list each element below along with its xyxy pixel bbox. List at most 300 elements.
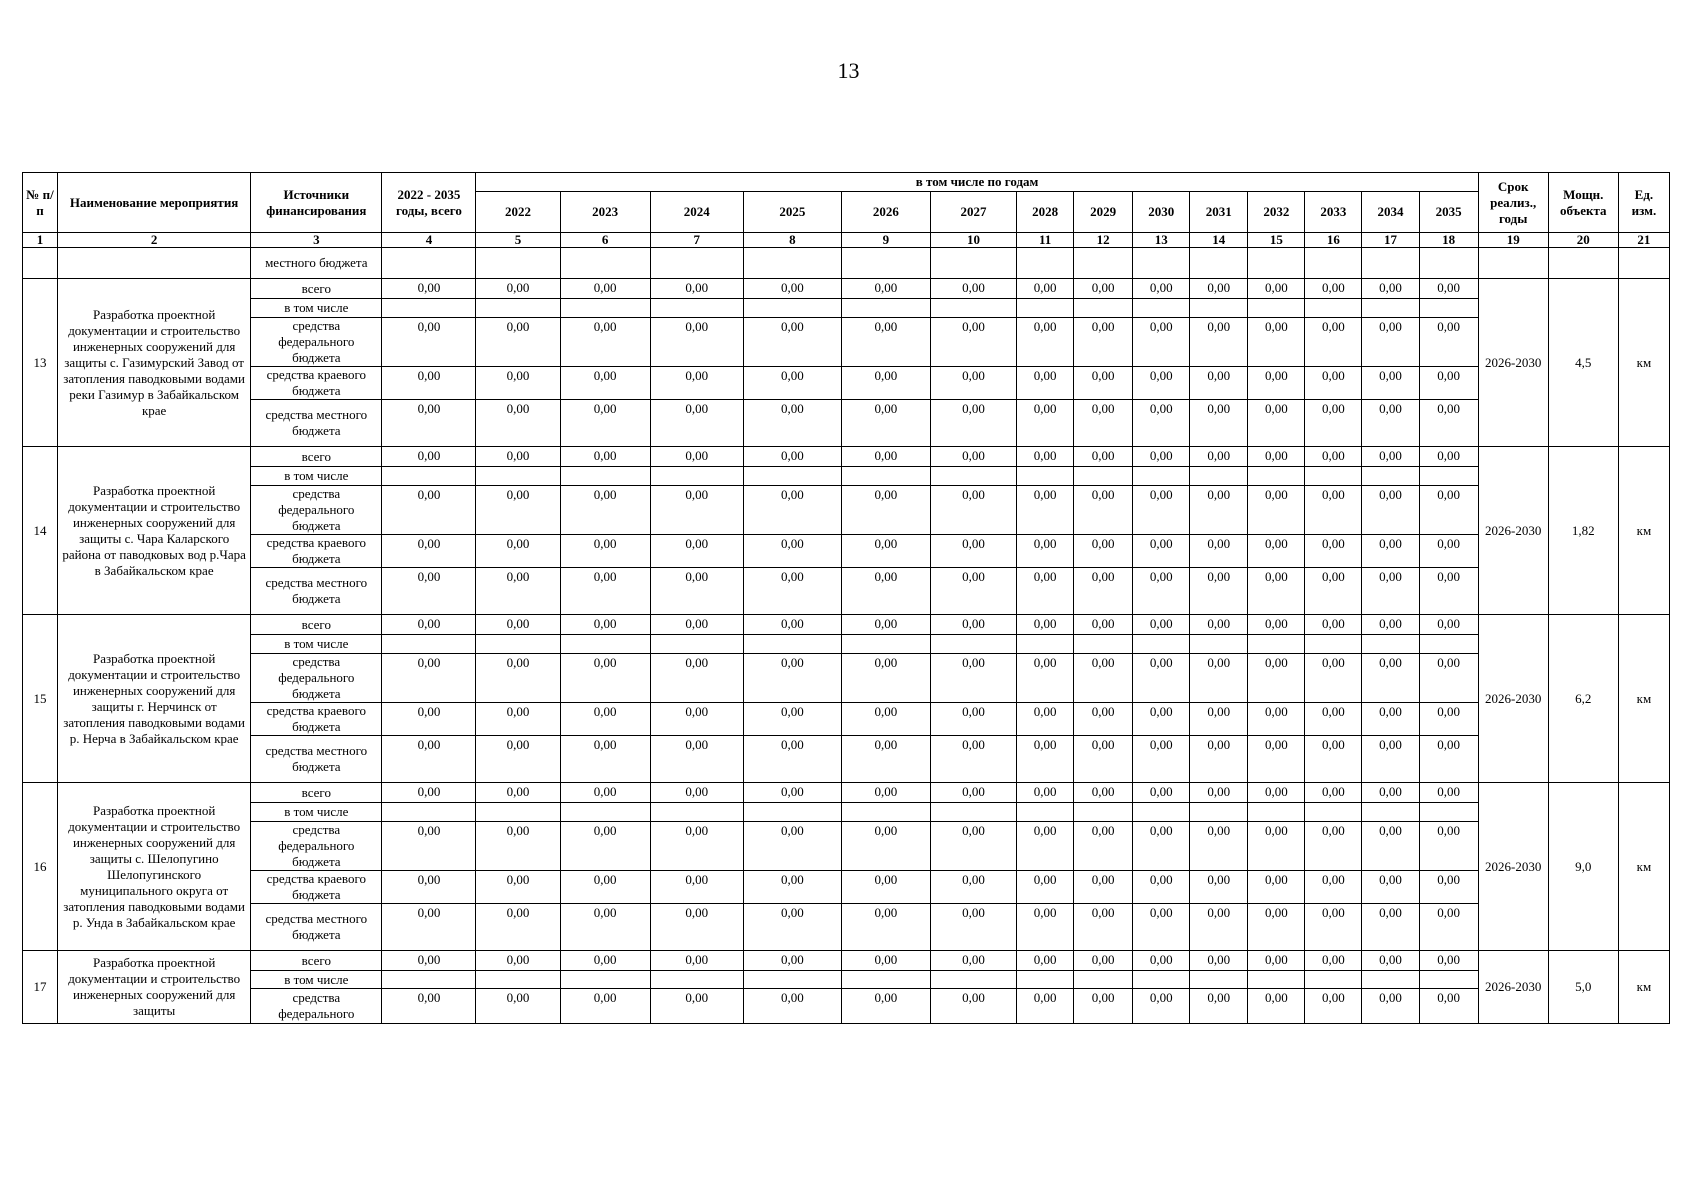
amount-cell: 0,00 xyxy=(650,279,743,299)
amount-cell: 0,00 xyxy=(560,989,650,1024)
item-term: 2026-2030 xyxy=(1478,783,1548,951)
amount-cell xyxy=(1248,299,1305,318)
carry-over-value xyxy=(1133,248,1190,279)
funding-source: средства федерального xyxy=(251,989,382,1024)
amount-cell: 0,00 xyxy=(476,783,560,803)
amount-cell: 0,00 xyxy=(1248,279,1305,299)
amount-cell xyxy=(1190,635,1248,654)
carry-over-value xyxy=(1017,248,1074,279)
amount-cell: 0,00 xyxy=(841,367,930,400)
amount-cell: 0,00 xyxy=(382,535,476,568)
amount-cell xyxy=(841,467,930,486)
amount-cell: 0,00 xyxy=(841,568,930,615)
carry-over-value xyxy=(382,248,476,279)
amount-cell: 0,00 xyxy=(841,279,930,299)
amount-cell: 0,00 xyxy=(841,486,930,535)
amount-cell: 0,00 xyxy=(1133,654,1190,703)
amount-cell: 0,00 xyxy=(1362,822,1419,871)
amount-cell: 0,00 xyxy=(1017,951,1074,971)
amount-cell: 0,00 xyxy=(1305,871,1362,904)
amount-cell: 0,00 xyxy=(1133,904,1190,951)
amount-cell: 0,00 xyxy=(1074,279,1133,299)
amount-cell xyxy=(841,803,930,822)
amount-cell: 0,00 xyxy=(382,951,476,971)
amount-cell: 0,00 xyxy=(1017,367,1074,400)
amount-cell: 0,00 xyxy=(1190,318,1248,367)
header-col-total: 2022 - 2035 годы, всего xyxy=(382,173,476,233)
amount-cell xyxy=(650,803,743,822)
header-year: 2029 xyxy=(1074,192,1133,233)
amount-cell: 0,00 xyxy=(1362,447,1419,467)
amount-cell xyxy=(476,803,560,822)
amount-cell: 0,00 xyxy=(476,318,560,367)
amount-cell: 0,00 xyxy=(382,615,476,635)
amount-cell: 0,00 xyxy=(1362,703,1419,736)
amount-cell: 0,00 xyxy=(1017,654,1074,703)
amount-cell: 0,00 xyxy=(1190,989,1248,1024)
amount-cell xyxy=(1248,971,1305,989)
amount-cell: 0,00 xyxy=(930,615,1016,635)
amount-cell: 0,00 xyxy=(1305,615,1362,635)
amount-cell xyxy=(743,635,841,654)
amount-cell: 0,00 xyxy=(1248,822,1305,871)
amount-cell xyxy=(1133,299,1190,318)
funding-source: всего xyxy=(251,447,382,467)
amount-cell: 0,00 xyxy=(1362,400,1419,447)
amount-cell xyxy=(382,803,476,822)
carry-over-value xyxy=(1190,248,1248,279)
amount-cell: 0,00 xyxy=(1074,654,1133,703)
amount-cell: 0,00 xyxy=(560,951,650,971)
table-body xyxy=(23,248,1670,1024)
amount-cell xyxy=(1133,635,1190,654)
amount-cell: 0,00 xyxy=(1017,400,1074,447)
amount-cell: 0,00 xyxy=(930,736,1016,783)
item-unit: км xyxy=(1618,447,1669,615)
amount-cell xyxy=(1305,299,1362,318)
amount-cell: 0,00 xyxy=(1305,318,1362,367)
amount-cell: 0,00 xyxy=(1305,822,1362,871)
amount-cell: 0,00 xyxy=(1133,568,1190,615)
amount-cell: 0,00 xyxy=(476,736,560,783)
item-number: 16 xyxy=(23,783,58,951)
amount-cell: 0,00 xyxy=(476,486,560,535)
amount-cell xyxy=(1017,971,1074,989)
amount-cell xyxy=(650,971,743,989)
amount-cell: 0,00 xyxy=(560,871,650,904)
column-number: 6 xyxy=(560,233,650,248)
item-term: 2026-2030 xyxy=(1478,447,1548,615)
carry-over-row xyxy=(23,248,1670,279)
amount-cell: 0,00 xyxy=(743,822,841,871)
funding-source: средства местного бюджета xyxy=(251,904,382,951)
amount-cell: 0,00 xyxy=(1074,486,1133,535)
amount-cell: 0,00 xyxy=(1305,367,1362,400)
amount-cell: 0,00 xyxy=(743,318,841,367)
amount-cell: 0,00 xyxy=(382,400,476,447)
amount-cell: 0,00 xyxy=(560,783,650,803)
amount-cell: 0,00 xyxy=(1362,318,1419,367)
amount-cell: 0,00 xyxy=(1362,654,1419,703)
amount-cell: 0,00 xyxy=(930,871,1016,904)
amount-cell: 0,00 xyxy=(476,400,560,447)
amount-cell xyxy=(841,635,930,654)
amount-cell xyxy=(560,971,650,989)
funding-source: в том числе xyxy=(251,299,382,318)
amount-cell: 0,00 xyxy=(1362,783,1419,803)
amount-cell: 0,00 xyxy=(1362,615,1419,635)
amount-cell: 0,00 xyxy=(382,783,476,803)
funding-source: средства федерального бюджета xyxy=(251,486,382,535)
amount-cell: 0,00 xyxy=(930,654,1016,703)
amount-cell: 0,00 xyxy=(1133,989,1190,1024)
amount-cell xyxy=(560,803,650,822)
amount-cell: 0,00 xyxy=(841,951,930,971)
amount-cell: 0,00 xyxy=(1133,486,1190,535)
column-number: 11 xyxy=(1017,233,1074,248)
item-name: Разработка проектной документации и строительство инженерных сооружений для защиты xyxy=(58,951,251,1024)
amount-cell: 0,00 xyxy=(743,736,841,783)
amount-cell: 0,00 xyxy=(1190,904,1248,951)
amount-cell: 0,00 xyxy=(930,447,1016,467)
header-year: 2026 xyxy=(841,192,930,233)
amount-cell xyxy=(1074,971,1133,989)
amount-cell xyxy=(1305,803,1362,822)
amount-cell: 0,00 xyxy=(930,400,1016,447)
table-row xyxy=(23,822,1670,871)
table-row xyxy=(23,736,1670,783)
amount-cell xyxy=(1248,803,1305,822)
amount-cell: 0,00 xyxy=(1305,904,1362,951)
amount-cell: 0,00 xyxy=(1133,951,1190,971)
amount-cell xyxy=(1248,467,1305,486)
amount-cell: 0,00 xyxy=(1074,822,1133,871)
column-number: 20 xyxy=(1548,233,1618,248)
carry-over-value xyxy=(1419,248,1478,279)
amount-cell: 0,00 xyxy=(650,736,743,783)
amount-cell: 0,00 xyxy=(1419,989,1478,1024)
amount-cell: 0,00 xyxy=(743,615,841,635)
amount-cell: 0,00 xyxy=(382,871,476,904)
item-capacity: 9,0 xyxy=(1548,783,1618,951)
amount-cell: 0,00 xyxy=(1017,279,1074,299)
amount-cell: 0,00 xyxy=(382,318,476,367)
amount-cell: 0,00 xyxy=(1017,822,1074,871)
amount-cell: 0,00 xyxy=(743,447,841,467)
amount-cell: 0,00 xyxy=(1362,279,1419,299)
funding-source: средства краевого бюджета xyxy=(251,535,382,568)
funding-source: средства федерального бюджета xyxy=(251,318,382,367)
amount-cell: 0,00 xyxy=(1074,447,1133,467)
column-number: 18 xyxy=(1419,233,1478,248)
header-col-capacity: Мощн. объекта xyxy=(1548,173,1618,233)
amount-cell: 0,00 xyxy=(1248,568,1305,615)
amount-cell: 0,00 xyxy=(476,871,560,904)
amount-cell: 0,00 xyxy=(476,951,560,971)
amount-cell xyxy=(1248,635,1305,654)
amount-cell: 0,00 xyxy=(650,367,743,400)
amount-cell: 0,00 xyxy=(1017,447,1074,467)
carry-over-name xyxy=(58,248,251,279)
amount-cell xyxy=(1074,803,1133,822)
carry-over-extra xyxy=(1478,248,1548,279)
amount-cell: 0,00 xyxy=(1017,703,1074,736)
funding-source: средства краевого бюджета xyxy=(251,871,382,904)
amount-cell: 0,00 xyxy=(476,279,560,299)
amount-cell: 0,00 xyxy=(560,367,650,400)
amount-cell: 0,00 xyxy=(650,486,743,535)
amount-cell xyxy=(1190,467,1248,486)
amount-cell: 0,00 xyxy=(1248,989,1305,1024)
amount-cell: 0,00 xyxy=(1248,486,1305,535)
funding-source: в том числе xyxy=(251,971,382,989)
amount-cell: 0,00 xyxy=(1362,367,1419,400)
table-row xyxy=(23,299,1670,318)
amount-cell: 0,00 xyxy=(1305,736,1362,783)
amount-cell: 0,00 xyxy=(930,568,1016,615)
header-year: 2035 xyxy=(1419,192,1478,233)
amount-cell: 0,00 xyxy=(1074,871,1133,904)
table-row xyxy=(23,871,1670,904)
amount-cell: 0,00 xyxy=(476,904,560,951)
column-number: 13 xyxy=(1133,233,1190,248)
amount-cell: 0,00 xyxy=(841,703,930,736)
amount-cell: 0,00 xyxy=(560,736,650,783)
column-number: 10 xyxy=(930,233,1016,248)
amount-cell: 0,00 xyxy=(1248,871,1305,904)
amount-cell: 0,00 xyxy=(1190,367,1248,400)
amount-cell: 0,00 xyxy=(743,951,841,971)
amount-cell: 0,00 xyxy=(650,318,743,367)
funding-source: в том числе xyxy=(251,635,382,654)
amount-cell: 0,00 xyxy=(1074,615,1133,635)
carry-over-value xyxy=(560,248,650,279)
amount-cell xyxy=(382,467,476,486)
amount-cell xyxy=(1017,299,1074,318)
amount-cell xyxy=(1190,803,1248,822)
amount-cell: 0,00 xyxy=(1133,736,1190,783)
program-table xyxy=(22,172,1670,1024)
amount-cell: 0,00 xyxy=(1248,904,1305,951)
amount-cell: 0,00 xyxy=(1305,783,1362,803)
amount-cell xyxy=(1419,467,1478,486)
amount-cell: 0,00 xyxy=(382,904,476,951)
table-row xyxy=(23,904,1670,951)
amount-cell: 0,00 xyxy=(1248,400,1305,447)
column-number: 16 xyxy=(1305,233,1362,248)
amount-cell: 0,00 xyxy=(1133,615,1190,635)
amount-cell xyxy=(743,299,841,318)
amount-cell: 0,00 xyxy=(743,989,841,1024)
amount-cell: 0,00 xyxy=(841,822,930,871)
funding-source: средства местного бюджета xyxy=(251,568,382,615)
amount-cell: 0,00 xyxy=(382,568,476,615)
carry-over-num xyxy=(23,248,58,279)
amount-cell xyxy=(1362,635,1419,654)
amount-cell: 0,00 xyxy=(382,822,476,871)
amount-cell xyxy=(476,467,560,486)
carry-over-extra xyxy=(1618,248,1669,279)
funding-source: всего xyxy=(251,615,382,635)
funding-source: в том числе xyxy=(251,803,382,822)
table-header xyxy=(23,173,1670,248)
amount-cell xyxy=(1305,467,1362,486)
carry-over-value xyxy=(930,248,1016,279)
amount-cell: 0,00 xyxy=(1190,654,1248,703)
amount-cell xyxy=(1305,971,1362,989)
funding-source: средства федерального бюджета xyxy=(251,654,382,703)
amount-cell: 0,00 xyxy=(1419,822,1478,871)
funding-source: в том числе xyxy=(251,467,382,486)
amount-cell: 0,00 xyxy=(650,535,743,568)
header-col-term: Срок реализ., годы xyxy=(1478,173,1548,233)
amount-cell xyxy=(560,299,650,318)
amount-cell: 0,00 xyxy=(930,318,1016,367)
amount-cell: 0,00 xyxy=(1074,367,1133,400)
amount-cell: 0,00 xyxy=(1190,568,1248,615)
amount-cell: 0,00 xyxy=(650,822,743,871)
amount-cell xyxy=(930,971,1016,989)
item-name: Разработка проектной документации и строительство инженерных сооружений для защиты с. Шелопугино Шелопугинского муниципального округа от затопления паводковыми водами р. Унда в Забайкальском крае xyxy=(58,783,251,951)
amount-cell: 0,00 xyxy=(1074,736,1133,783)
amount-cell xyxy=(1133,971,1190,989)
table-row xyxy=(23,279,1670,299)
carry-over-value xyxy=(476,248,560,279)
carry-over-value xyxy=(650,248,743,279)
amount-cell: 0,00 xyxy=(1305,703,1362,736)
header-col-source: Источники финансирования xyxy=(251,173,382,233)
amount-cell: 0,00 xyxy=(841,736,930,783)
header-years-group: в том числе по годам xyxy=(476,173,1478,192)
amount-cell: 0,00 xyxy=(743,654,841,703)
carry-over-extra xyxy=(1548,248,1618,279)
amount-cell: 0,00 xyxy=(1248,367,1305,400)
amount-cell: 0,00 xyxy=(650,703,743,736)
column-number: 3 xyxy=(251,233,382,248)
item-term: 2026-2030 xyxy=(1478,279,1548,447)
amount-cell: 0,00 xyxy=(650,783,743,803)
amount-cell xyxy=(930,635,1016,654)
amount-cell: 0,00 xyxy=(1074,568,1133,615)
amount-cell xyxy=(1074,635,1133,654)
column-number: 14 xyxy=(1190,233,1248,248)
amount-cell: 0,00 xyxy=(1305,447,1362,467)
amount-cell: 0,00 xyxy=(1074,783,1133,803)
amount-cell: 0,00 xyxy=(1074,989,1133,1024)
item-number: 15 xyxy=(23,615,58,783)
amount-cell: 0,00 xyxy=(1017,615,1074,635)
amount-cell: 0,00 xyxy=(1419,535,1478,568)
column-number: 9 xyxy=(841,233,930,248)
amount-cell: 0,00 xyxy=(1419,447,1478,467)
amount-cell: 0,00 xyxy=(1074,703,1133,736)
amount-cell: 0,00 xyxy=(1248,703,1305,736)
column-number: 19 xyxy=(1478,233,1548,248)
carry-over-value xyxy=(1074,248,1133,279)
amount-cell: 0,00 xyxy=(650,447,743,467)
amount-cell xyxy=(930,467,1016,486)
amount-cell: 0,00 xyxy=(1248,951,1305,971)
amount-cell: 0,00 xyxy=(1362,535,1419,568)
amount-cell: 0,00 xyxy=(1017,783,1074,803)
amount-cell: 0,00 xyxy=(1017,568,1074,615)
amount-cell: 0,00 xyxy=(1190,783,1248,803)
amount-cell xyxy=(382,635,476,654)
header-year: 2030 xyxy=(1133,192,1190,233)
amount-cell: 0,00 xyxy=(743,279,841,299)
amount-cell: 0,00 xyxy=(1419,654,1478,703)
item-number: 14 xyxy=(23,447,58,615)
amount-cell: 0,00 xyxy=(560,568,650,615)
amount-cell: 0,00 xyxy=(650,904,743,951)
amount-cell: 0,00 xyxy=(476,447,560,467)
amount-cell xyxy=(1190,971,1248,989)
amount-cell: 0,00 xyxy=(930,951,1016,971)
amount-cell xyxy=(1074,467,1133,486)
item-number: 17 xyxy=(23,951,58,1024)
amount-cell: 0,00 xyxy=(841,904,930,951)
carry-over-source: местного бюджета xyxy=(251,248,382,279)
amount-cell: 0,00 xyxy=(476,989,560,1024)
table-row xyxy=(23,447,1670,467)
amount-cell xyxy=(1362,971,1419,989)
amount-cell: 0,00 xyxy=(930,535,1016,568)
amount-cell: 0,00 xyxy=(743,400,841,447)
amount-cell xyxy=(743,803,841,822)
amount-cell: 0,00 xyxy=(560,400,650,447)
amount-cell: 0,00 xyxy=(1190,486,1248,535)
amount-cell: 0,00 xyxy=(1190,871,1248,904)
amount-cell: 0,00 xyxy=(743,486,841,535)
funding-source: средства краевого бюджета xyxy=(251,703,382,736)
amount-cell xyxy=(841,299,930,318)
amount-cell: 0,00 xyxy=(382,367,476,400)
amount-cell: 0,00 xyxy=(1362,486,1419,535)
header-year: 2033 xyxy=(1305,192,1362,233)
header-year: 2022 xyxy=(476,192,560,233)
table-row xyxy=(23,783,1670,803)
amount-cell xyxy=(476,635,560,654)
amount-cell: 0,00 xyxy=(1074,904,1133,951)
amount-cell xyxy=(1190,299,1248,318)
amount-cell: 0,00 xyxy=(1419,367,1478,400)
item-name: Разработка проектной документации и строительство инженерных сооружений для защиты с. Газимурский Завод от затопления паводковыми водами реки Газимур в Забайкальском крае xyxy=(58,279,251,447)
item-term: 2026-2030 xyxy=(1478,615,1548,783)
item-capacity: 4,5 xyxy=(1548,279,1618,447)
amount-cell: 0,00 xyxy=(560,535,650,568)
amount-cell xyxy=(1419,971,1478,989)
funding-source: средства местного бюджета xyxy=(251,736,382,783)
amount-cell: 0,00 xyxy=(1133,535,1190,568)
amount-cell xyxy=(1017,467,1074,486)
amount-cell: 0,00 xyxy=(1305,568,1362,615)
amount-cell: 0,00 xyxy=(560,318,650,367)
carry-over-value xyxy=(841,248,930,279)
item-unit: км xyxy=(1618,951,1669,1024)
amount-cell: 0,00 xyxy=(1190,822,1248,871)
amount-cell: 0,00 xyxy=(1248,736,1305,783)
amount-cell: 0,00 xyxy=(560,615,650,635)
amount-cell: 0,00 xyxy=(650,654,743,703)
amount-cell xyxy=(1305,635,1362,654)
amount-cell: 0,00 xyxy=(841,654,930,703)
amount-cell: 0,00 xyxy=(930,822,1016,871)
amount-cell xyxy=(743,971,841,989)
amount-cell: 0,00 xyxy=(1074,951,1133,971)
amount-cell xyxy=(382,971,476,989)
amount-cell xyxy=(1419,803,1478,822)
funding-source: всего xyxy=(251,783,382,803)
